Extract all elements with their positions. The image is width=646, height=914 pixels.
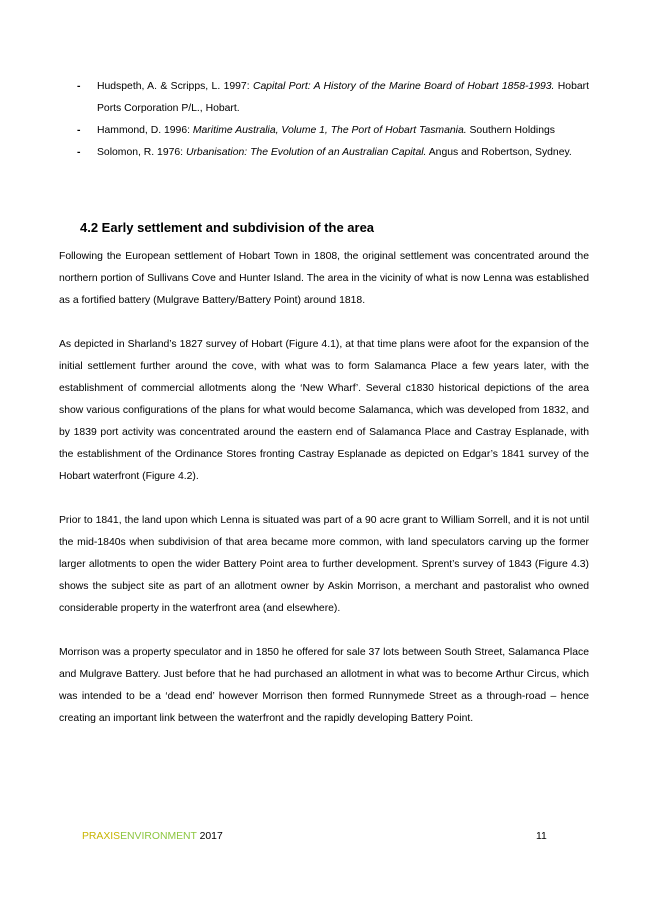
reference-author: Hammond, D. 1996:	[97, 125, 193, 136]
reference-title: Urbanisation: The Evolution of an Australian Capital.	[185, 147, 427, 158]
page-number: 11	[536, 831, 547, 842]
reference-title: Maritime Australia, Volume 1, The Port of Hobart Tasmania.	[192, 125, 467, 136]
reference-author: Solomon, R. 1976:	[97, 147, 186, 158]
reference-author: Hudspeth, A. & Scripps, L. 1997:	[97, 81, 253, 92]
body-paragraph: Following the European settlement of Hobart Town in 1808, the original settlement was concentrated around the northern portion of Sullivans Cove and Hunter Island. The area in the vicinity of what is now Lenna was established as a fortified battery (Mulgrave Battery/Battery Point) around 1818.	[59, 251, 589, 306]
brand-praxis: PRAXIS	[82, 831, 121, 842]
list-dash: -	[77, 125, 81, 136]
reference-list	[77, 76, 589, 164]
section-heading: 4.2 Early settlement and subdivision of the area	[80, 220, 375, 235]
brand-environment: ENVIRONMENT	[120, 831, 197, 842]
reference-item	[77, 120, 589, 142]
body-paragraph: As depicted in Sharland’s 1827 survey of Hobart (Figure 4.1), at that time plans were afoot for the expansion of the initial settlement further around the cove, with what was to form Salamanca Place a few years later, with the establishment of commercial allotments along the ‘New Wharf’. Several c1830 historical depictions of the area show various configurations of the plans for what would become Salamanca, which was developed from 1832, and by 1839 port activity was concentrated around the eastern end of Salamanca Place and Castray Esplanade, with the establishment of the Ordinance Stores fronting Castray Esplanade as depicted on Edgar’s 1841 survey of the Hobart waterfront (Figure 4.2).	[59, 339, 589, 482]
list-dash: -	[77, 81, 81, 92]
reference-publisher: Angus and Robertson, Sydney.	[426, 147, 572, 158]
reference-item	[77, 142, 589, 164]
section-body	[59, 246, 589, 752]
body-paragraph: Morrison was a property speculator and in 1850 he offered for sale 37 lots between South Street, Salamanca Place and Mulgrave Battery. Just before that he had purchased an allotment in what was to become Arthur Circus, which was intended to be a ‘dead end’ however Morrison then formed Runnymede Street as a through-road – hence creating an important link between the waterfront and the rapidly developing Battery Point.	[59, 647, 589, 724]
body-paragraph: Prior to 1841, the land upon which Lenna is situated was part of a 90 acre grant to William Sorrell, and it is not until the mid-1840s when subdivision of that area became more common, with land speculators carving up the former larger allotments to open the wider Battery Point area to further development. Sprent’s survey of 1843 (Figure 4.3) shows the subject site as part of an allotment owner by Askin Morrison, a merchant and pastoralist who owned considerable property in the waterfront area (and elsewhere).	[59, 515, 589, 614]
reference-title: Capital Port: A History of the Marine Board of Hobart 1858-1993.	[252, 81, 555, 92]
reference-publisher: Hobart Ports Corporation P/L., Hobart.	[97, 81, 589, 114]
list-dash: -	[77, 147, 81, 158]
footer-year: 2017	[196, 831, 223, 842]
reference-item	[77, 76, 589, 120]
footer-brand	[82, 831, 223, 842]
reference-publisher: Southern Holdings	[466, 125, 555, 136]
